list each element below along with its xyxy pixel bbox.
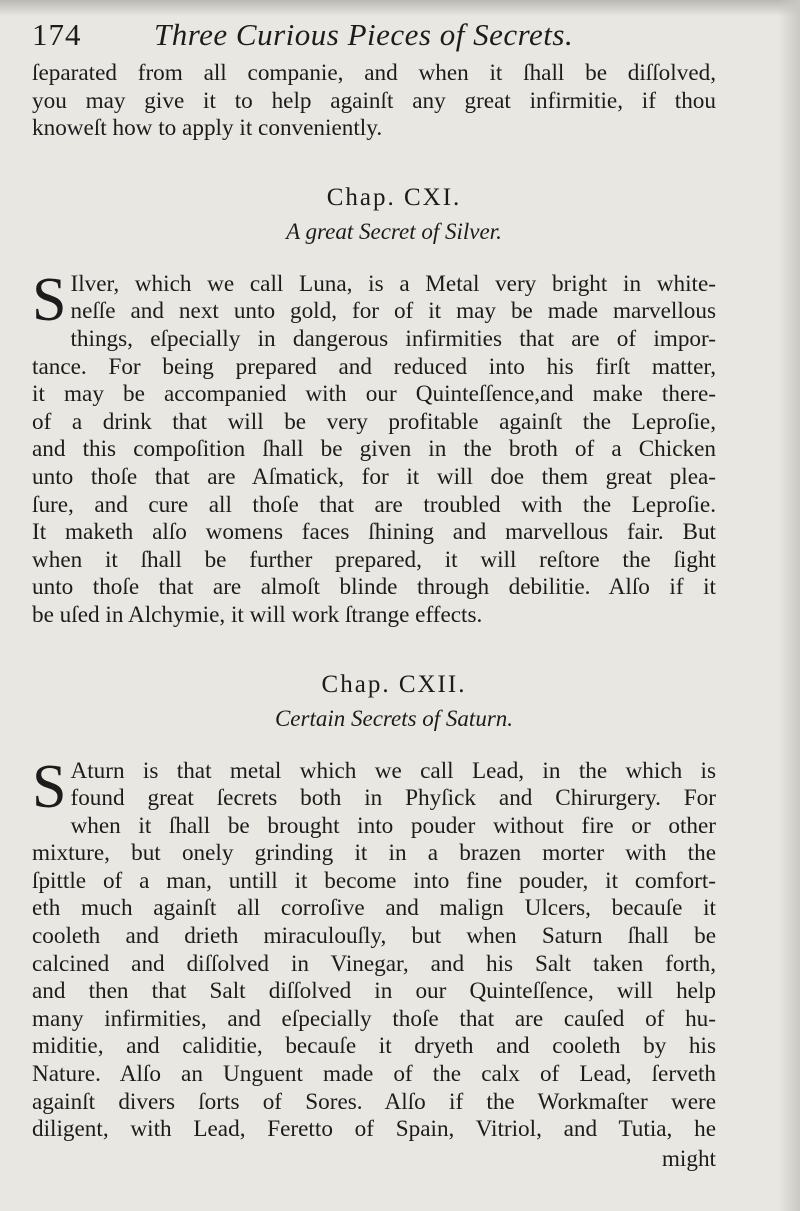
text-line: neſſe and next unto gold, for of it may be made marvellous (70, 298, 716, 325)
text-line: of a drink that will be very profitable againſt the Leproſie, (32, 408, 716, 435)
text-line: Ilver, which we call Luna, is a Metal very bright in white- (70, 270, 716, 297)
text-line: it may be accompanied with our Quinteſſence,and make there- (32, 381, 716, 408)
text-line: many infirmities, and eſpecially thoſe that are cauſed of hu- (32, 1005, 716, 1032)
drop-cap: S (32, 265, 67, 334)
chapter-subtitle: Certain Secrets of Saturn. (274, 705, 514, 731)
text-line: againſt divers ſorts of Sores. Alſo if the Workmaſter were (32, 1088, 716, 1115)
text-line: ſeparated from all companie, and when it ſhall be diſſolved, (32, 60, 716, 86)
text-line: things, eſpecially in dangerous infirmities that are of impor- (70, 325, 716, 352)
chapter-paragraph (32, 752, 716, 1144)
text-line: when it ſhall be further prepared, it will reſtore the ſight (32, 546, 716, 573)
text-line: unto thoſe that are Aſmatick, for it will doe them great plea- (32, 463, 716, 490)
text-line: when it ſhall be brought into pouder without fire or other (70, 812, 716, 839)
chapter-heading: Chap. CXII. (321, 670, 467, 698)
text-line: you may give it to help againſt any great infirmitie, if thou (32, 87, 716, 114)
text-line: mixture, but onely grinding it in a brazen morter with the (32, 840, 716, 867)
text-line: Nature. Alſo an Unguent made of the calx of Lead, ſerveth (32, 1061, 716, 1088)
text-line: calcined and diſſolved in Vinegar, and his Salt taken forth, (32, 950, 716, 977)
text-line: eth much againſt all corroſive and malign Ulcers, becauſe it (32, 895, 716, 922)
drop-cap: S (32, 752, 67, 821)
text-line: miditie, and caliditie, becauſe it dryeth and cooleth by his (32, 1033, 716, 1060)
text-line: It maketh alſo womens faces ſhining and marvellous fair. But (32, 519, 716, 546)
text-line: be uſed in Alchymie, it will work ſtrange effects. (32, 601, 483, 628)
chapter-paragraph (32, 265, 716, 630)
catchword: might (661, 1145, 716, 1172)
intro-paragraph (32, 60, 716, 143)
text-line: unto thoſe that are almoſt blinde through debilitie. Alſo if it (32, 574, 716, 601)
text-line: and then that Salt diſſolved in our Quinteſſence, will help (32, 978, 716, 1005)
text-line: and this compoſition ſhall be given in the broth of a Chicken (32, 436, 716, 463)
text-line: cooleth and drieth miraculouſly, but when Saturn ſhall be (32, 923, 716, 950)
page-number: 174 (32, 17, 82, 52)
running-head (32, 10, 716, 60)
chapter-heading: Chap. CXI. (326, 183, 462, 211)
text-line: ſure, and cure all thoſe that are troubled with the Leproſie. (32, 491, 716, 518)
text-line: diligent, with Lead, Feretto of Spain, Vitriol, and Tutia, he (32, 1116, 716, 1143)
text-line: found great ſecrets both in Phyſick and Chirurgery. For (70, 785, 716, 812)
text-line: knoweſt how to apply it conveniently. (32, 115, 383, 142)
chapter-subtitle: A great Secret of Silver. (286, 218, 502, 244)
text-line: Aturn is that metal which we call Lead, in the which is (70, 757, 716, 784)
running-title: Three Curious Pieces of Secrets. (154, 17, 574, 52)
text-line: ſpittle of a man, untill it become into fine pouder, it comfort- (32, 867, 716, 894)
text-line: tance. For being prepared and reduced into his firſt matter, (32, 353, 716, 380)
